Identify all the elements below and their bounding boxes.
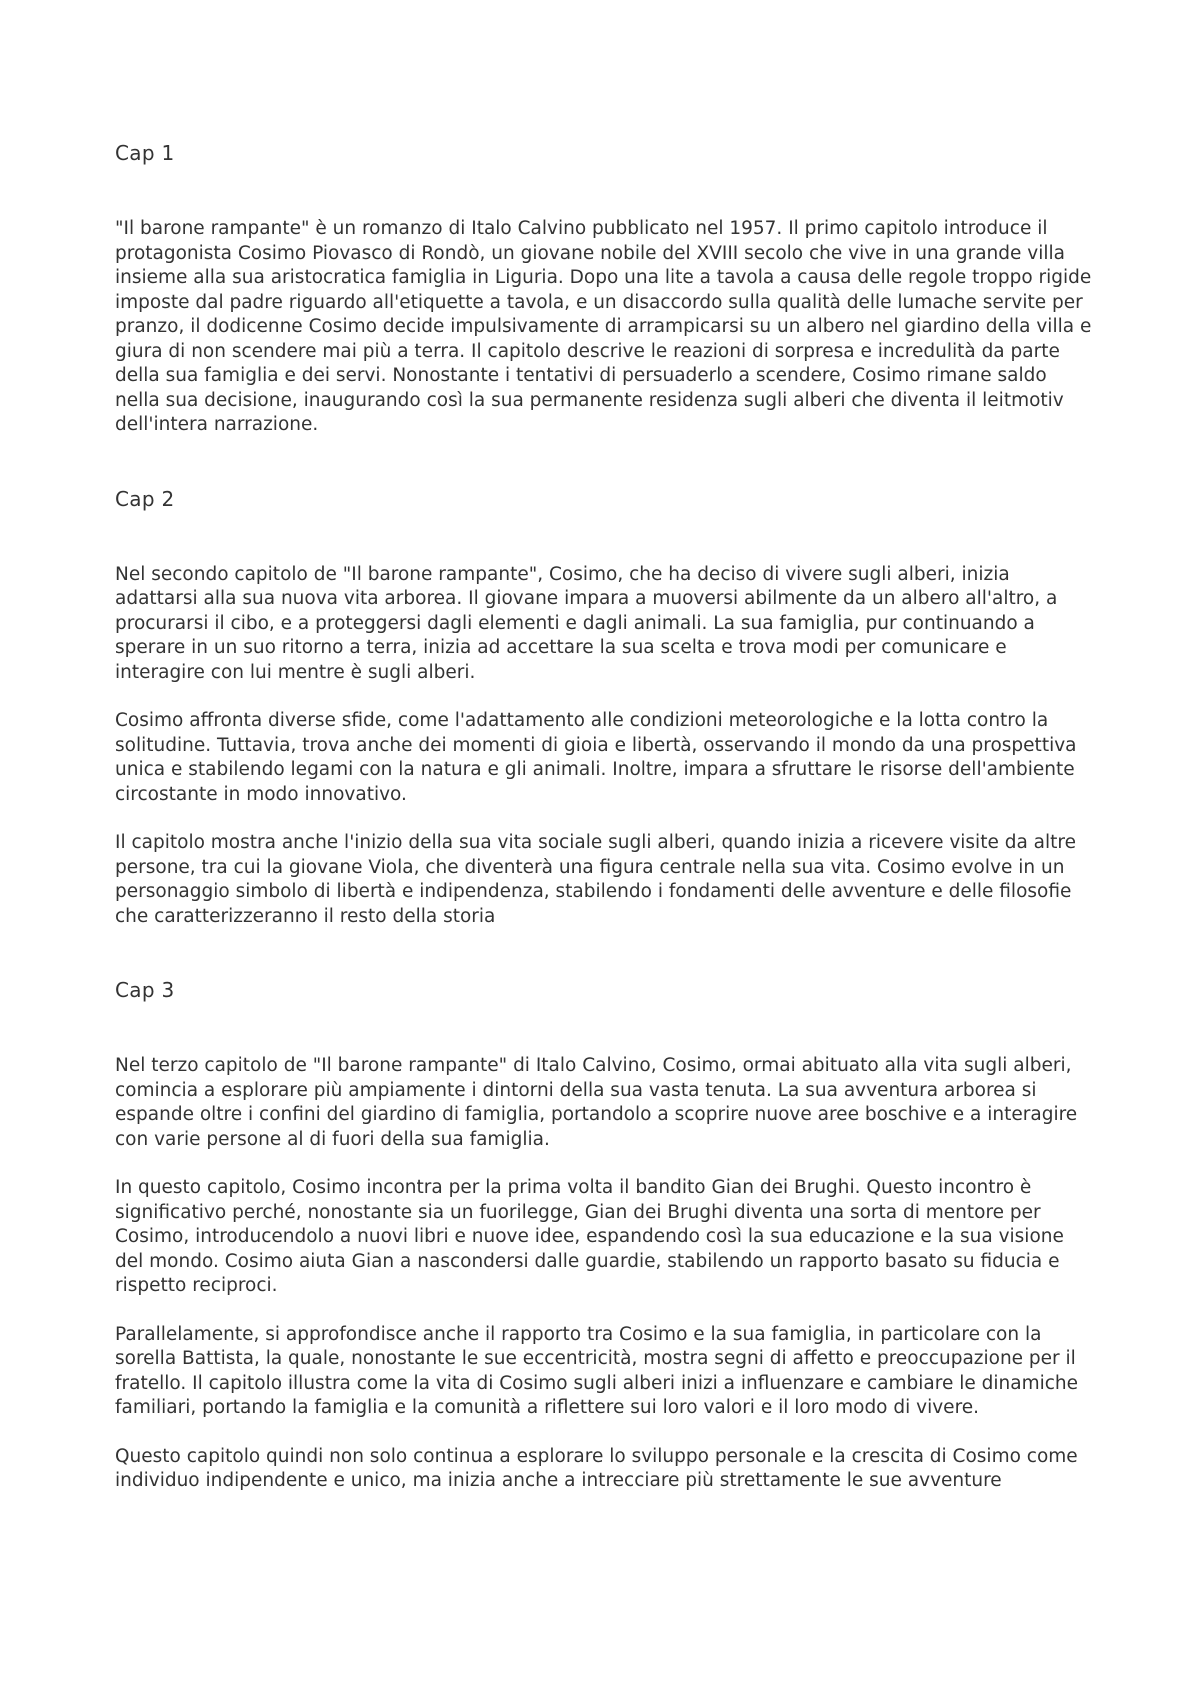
chapter-2-section bbox=[115, 486, 1095, 930]
chapter-3-paragraph-1: Nel terzo capitolo de "Il barone rampante" di Italo Calvino, Cosimo, ormai abituato alla vita sugli alberi, comincia a esplorare più ampiamente i dintorni della sua vasta tenuta. La sua avventura arborea si espande oltre i confini del giardino di famiglia, portandolo a scoprire nuove aree boschive e a interagire con varie persone al di fuori della sua famiglia. bbox=[115, 1055, 1078, 1150]
chapter-3-heading: Cap 3 bbox=[115, 978, 175, 1002]
document-page bbox=[115, 140, 1095, 1518]
chapter-2-heading: Cap 2 bbox=[115, 486, 175, 511]
chapter-3-paragraph-4: Questo capitolo quindi non solo continua a esplorare lo sviluppo personale e la crescita di Cosimo come individuo indipendente e unico, ma inizia anche a intrecciare più strettamente le sue avventure bbox=[115, 1445, 1078, 1491]
chapter-1-paragraph-1: "Il barone rampante" è un romanzo di Italo Calvino pubblicato nel 1957. Il primo capitolo introduce il protagonista Cosimo Piovasco di Rondò, un giovane nobile del XVIII secolo che vive in una grande villa insieme alla sua aristocratica famiglia in Liguria. Dopo una lite a tavola a causa delle regole troppo rigide imposte dal padre riguardo all'etiquette a tavola, e un disaccordo sulla qualità delle lumache servite per pranzo, il dodicenne Cosimo decide impulsivamente di arrampicarsi su un albero nel giardino della villa e giura di non scendere mai più a terra. Il capitolo descrive le reazioni di sorpresa e incredulità da parte della sua famiglia e dei servi. Nonostante i tentativi di persuaderlo a scendere, Cosimo rimane saldo nella sua decisione, inaugurando così la sua permanente residenza sugli alberi che diventa il leitmotiv dell'intera narrazione. bbox=[115, 218, 1092, 435]
chapter-2-paragraph-1: Nel secondo capitolo de "Il barone rampante", Cosimo, che ha deciso di vivere sugli alberi, inizia adattarsi alla sua nuova vita arborea. Il giovane impara a muoversi abilmente da un albero all'altro, a procurarsi il cibo, e a proteggersi dagli elementi e dagli animali. La sua famiglia, pur continuando a sperare in un suo ritorno a terra, inizia ad accettare la sua scelta e trova modi per comunicare e interagire con lui mentre è sugli alberi. bbox=[115, 563, 1058, 683]
chapter-3-paragraph-2: In questo capitolo, Cosimo incontra per la prima volta il bandito Gian dei Brughi. Questo incontro è significativo perché, nonostante sia un fuorilegge, Gian dei Brughi diventa una sorta di mentore per Cosimo, introducendolo a nuovi libri e nuove idee, espandendo così la sua educazione e la sua visione del mondo. Cosimo aiuta Gian a nascondersi dalle guardie, stabilendo un rapporto basato su fiducia e rispetto reciproci. bbox=[115, 1177, 1064, 1296]
chapter-3-paragraph-3: Parallelamente, si approfondisce anche il rapporto tra Cosimo e la sua famiglia, in particolare con la sorella Battista, la quale, nonostante le sue eccentricità, mostra segni di affetto e preoccupazione per il fratello. Il capitolo illustra come la vita di Cosimo sugli alberi inizi a influenzare e cambiare le dinamiche familiari, portando la famiglia e la comunità a riflettere sui loro valori e il loro modo di vivere. bbox=[115, 1323, 1079, 1418]
chapter-2-paragraph-3: Il capitolo mostra anche l'inizio della sua vita sociale sugli alberi, quando inizia a ricevere visite da altre persone, tra cui la giovane Viola, che diventerà una figura centrale nella sua vita. Cosimo evolve in un personaggio simbolo di libertà e indipendenza, stabilendo i fondamenti delle avventure e delle filosofie che caratterizzeranno il resto della storia bbox=[115, 832, 1076, 927]
chapter-1-heading: Cap 1 bbox=[115, 141, 175, 165]
chapter-3-section bbox=[115, 977, 1095, 1494]
chapter-2-paragraph-2: Cosimo affronta diverse sfide, come l'adattamento alle condizioni meteorologiche e la lotta contro la solitudine. Tuttavia, trova anche dei momenti di gioia e libertà, osservando il mondo da una prospettiva unica e stabilendo legami con la natura e gli animali. Inoltre, impara a sfruttare le risorse dell'ambiente circostante in modo innovativo. bbox=[115, 710, 1077, 805]
chapter-1-section bbox=[115, 140, 1095, 438]
